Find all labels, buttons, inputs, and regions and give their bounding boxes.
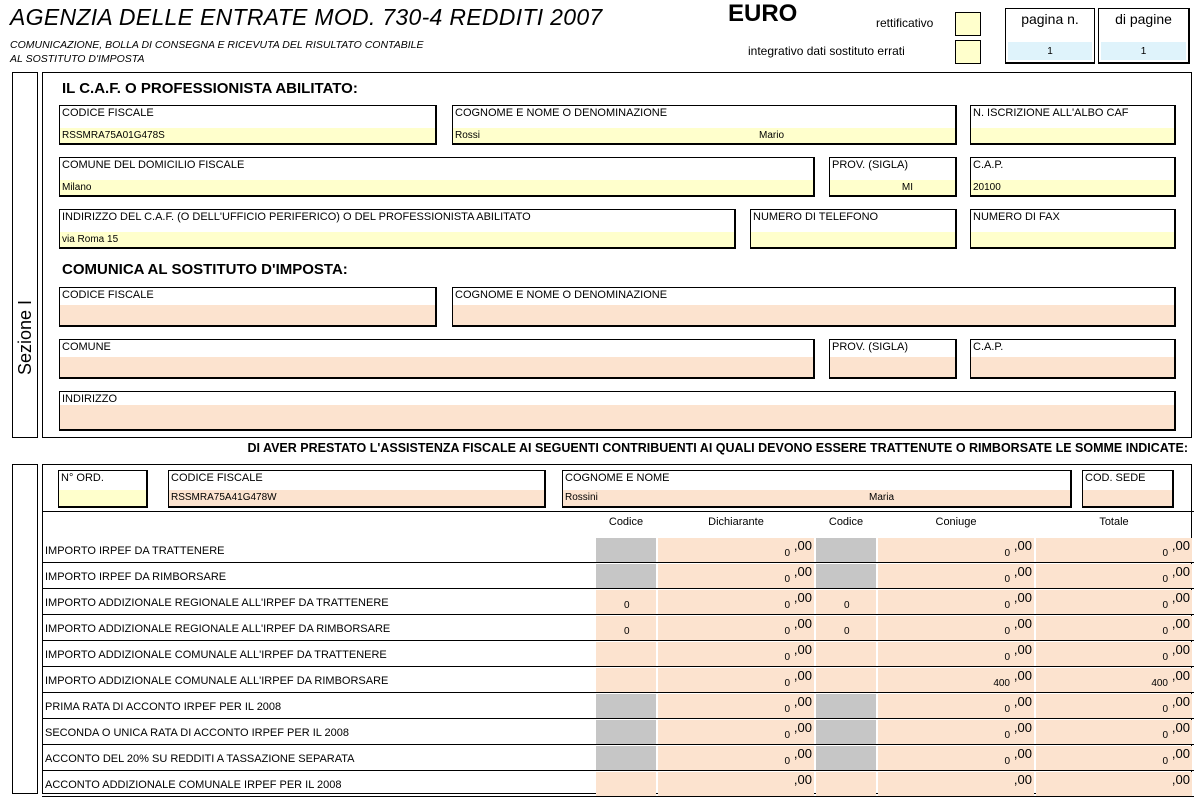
- coniuge-cell[interactable]: [878, 564, 1034, 588]
- amount-value: 0: [784, 678, 790, 689]
- table-row: [42, 693, 1194, 719]
- code-value: 0: [624, 600, 630, 611]
- contribuente-sede-input[interactable]: [1083, 490, 1172, 506]
- contribuente-codice-fiscale-input[interactable]: RSSMRA75A41G478W: [169, 490, 544, 506]
- amount-value: 0: [784, 600, 790, 611]
- rettificativo-checkbox[interactable]: [955, 12, 981, 36]
- contribuente-nord-input[interactable]: [59, 490, 146, 506]
- row-label: IMPORTO IRPEF DA TRATTENERE: [45, 545, 225, 557]
- totale-cell[interactable]: [1036, 590, 1192, 614]
- table-row: [42, 615, 1194, 641]
- pagina-label: pagina n.: [1021, 11, 1079, 27]
- decimals-label: ,00: [793, 694, 812, 709]
- table-row: [42, 745, 1194, 771]
- caf-cap-field: [970, 157, 1176, 197]
- caf-albo-label: N. ISCRIZIONE ALL'ALBO CAF: [973, 107, 1129, 119]
- decimals-label: ,00: [1013, 616, 1032, 631]
- decimals-label: ,00: [1013, 694, 1032, 709]
- totale-cell[interactable]: [1036, 642, 1192, 666]
- code-value: 0: [844, 626, 850, 637]
- decimals-label: ,00: [793, 590, 812, 605]
- decimals-label: ,00: [1171, 746, 1190, 761]
- amount-value: 0: [784, 756, 790, 767]
- sostituto-cap-field: [970, 339, 1176, 379]
- amount-value: 0: [1004, 704, 1010, 715]
- caf-fax-label: NUMERO DI FAX: [973, 211, 1060, 223]
- decimals-label: ,00: [1013, 720, 1032, 735]
- row-label: ACCONTO ADDIZIONALE COMUNALE IRPEF PER IL 2008: [45, 779, 342, 791]
- dichiarante-cell[interactable]: [658, 564, 814, 588]
- dichiarante-cell[interactable]: [658, 668, 814, 692]
- sostituto-heading: COMUNICA AL SOSTITUTO D'IMPOSTA:: [62, 261, 348, 278]
- sostituto-indirizzo-field: [59, 391, 1176, 431]
- caf-telefono-input[interactable]: [751, 232, 955, 247]
- integrativo-checkbox[interactable]: [955, 40, 981, 64]
- sostituto-indirizzo-label: INDIRIZZO: [62, 393, 117, 405]
- coniuge-cell[interactable]: [878, 694, 1034, 718]
- sostituto-nome-field: [452, 287, 1176, 327]
- row-label: IMPORTO ADDIZIONALE COMUNALE ALL'IRPEF DA TRATTENERE: [45, 649, 387, 661]
- contribuente-nome-value: Maria: [869, 492, 895, 503]
- form-subtitle-line1: COMUNICAZIONE, BOLLA DI CONSEGNA E RICEVUTA DEL RISULTATO CONTABILE: [10, 39, 424, 51]
- codice-2-cell[interactable]: [816, 564, 876, 588]
- dichiarante-cell[interactable]: [658, 642, 814, 666]
- codice-1-cell[interactable]: [596, 590, 656, 614]
- amount-value: 400: [1151, 678, 1168, 689]
- amount-value: 0: [1004, 548, 1010, 559]
- totale-cell[interactable]: [1036, 616, 1192, 640]
- amount-value: 0: [1162, 756, 1168, 767]
- amount-value: 0: [1162, 600, 1168, 611]
- amount-value: 0: [1162, 626, 1168, 637]
- amount-value: 0: [1004, 730, 1010, 741]
- codice-1-cell[interactable]: [596, 564, 656, 588]
- amount-value: 0: [1004, 652, 1010, 663]
- decimals-label: ,00: [1171, 590, 1190, 605]
- caf-fax-input[interactable]: [971, 232, 1174, 247]
- row-label: SECONDA O UNICA RATA DI ACCONTO IRPEF PER IL 2008: [45, 727, 350, 739]
- totale-cell[interactable]: [1036, 538, 1192, 562]
- di-pagine-label: di pagine: [1115, 11, 1172, 27]
- decimals-label: ,00: [1171, 642, 1190, 657]
- decimals-label: ,00: [793, 772, 812, 787]
- amount-value: 0: [1162, 652, 1168, 663]
- codice-2-cell[interactable]: [816, 720, 876, 744]
- codice-2-cell[interactable]: [816, 590, 876, 614]
- decimals-label: ,00: [793, 642, 812, 657]
- decimals-label: ,00: [793, 746, 812, 761]
- totale-cell[interactable]: [1036, 772, 1192, 796]
- section2-side: [12, 464, 38, 794]
- col-header-coniuge: Coniuge: [935, 516, 977, 528]
- di-pagine-box: [1098, 8, 1190, 64]
- amount-value: 0: [784, 730, 790, 741]
- pagina-box: [1005, 8, 1095, 64]
- decimals-label: ,00: [1013, 642, 1032, 657]
- decimals-label: ,00: [1171, 616, 1190, 631]
- coniuge-cell[interactable]: [878, 538, 1034, 562]
- dichiarante-cell[interactable]: [658, 538, 814, 562]
- coniuge-cell[interactable]: [878, 590, 1034, 614]
- amount-value: 0: [784, 704, 790, 715]
- decimals-label: ,00: [1013, 538, 1032, 553]
- caf-nome-input[interactable]: [453, 128, 955, 143]
- contribuente-nome-input[interactable]: [563, 490, 1070, 506]
- caf-albo-field: [970, 105, 1176, 145]
- table-row: [42, 641, 1194, 667]
- assistance-statement: DI AVER PRESTATO L'ASSISTENZA FISCALE AI SEGUENTI CONTRIBUENTI AI QUALI DEVONO ESSERE TRATTENUTE O RIMBORSATE LE SOMME INDICATE:: [247, 441, 1188, 455]
- codice-2-cell[interactable]: [816, 668, 876, 692]
- form-subtitle-line2: AL SOSTITUTO D'IMPOSTA: [10, 53, 145, 65]
- decimals-label: ,00: [1013, 564, 1032, 579]
- caf-albo-input[interactable]: [971, 128, 1174, 143]
- caf-prov-field: [829, 157, 957, 197]
- rettificativo-label: rettificativo: [876, 16, 934, 30]
- col-header-codice-2: Codice: [828, 516, 864, 528]
- dichiarante-cell[interactable]: [658, 590, 814, 614]
- caf-comune-input[interactable]: Milano: [60, 180, 813, 195]
- codice-1-cell[interactable]: [596, 772, 656, 796]
- decimals-label: ,00: [1171, 694, 1190, 709]
- amount-value: 0: [784, 652, 790, 663]
- sostituto-comune-label: COMUNE: [62, 341, 111, 353]
- decimals-label: ,00: [793, 616, 812, 631]
- row-label: ACCONTO DEL 20% SU REDDITI A TASSAZIONE SEPARATA: [45, 753, 355, 765]
- decimals-label: ,00: [793, 564, 812, 579]
- dichiarante-cell[interactable]: [658, 720, 814, 744]
- pagina-input[interactable]: 1: [1008, 42, 1092, 60]
- row-label: IMPORTO IRPEF DA RIMBORSARE: [45, 571, 227, 583]
- decimals-label: ,00: [1171, 720, 1190, 735]
- sostituto-indirizzo-input[interactable]: [60, 405, 1174, 429]
- caf-nome-field: [452, 105, 957, 145]
- codice-2-cell[interactable]: [816, 538, 876, 562]
- dichiarante-cell[interactable]: [658, 746, 814, 770]
- coniuge-cell[interactable]: [878, 720, 1034, 744]
- decimals-label: ,00: [1171, 564, 1190, 579]
- row-label: PRIMA RATA DI ACCONTO IRPEF PER IL 2008: [45, 701, 282, 713]
- di-pagine-input[interactable]: 1: [1101, 42, 1186, 60]
- codice-1-cell[interactable]: [596, 642, 656, 666]
- caf-prov-input[interactable]: MI: [830, 180, 955, 195]
- dichiarante-cell[interactable]: [658, 772, 814, 796]
- amount-value: 0: [1162, 548, 1168, 559]
- contribuente-sede-field: [1082, 470, 1174, 508]
- coniuge-cell[interactable]: [878, 746, 1034, 770]
- contribuente-nome-label: COGNOME E NOME: [565, 472, 670, 484]
- caf-codice-fiscale-input[interactable]: RSSMRA75A01G478S: [60, 128, 435, 143]
- table-row: [42, 667, 1194, 693]
- caf-comune-label: COMUNE DEL DOMICILIO FISCALE: [62, 159, 245, 171]
- amount-value: 0: [1004, 574, 1010, 585]
- codice-2-cell[interactable]: [816, 642, 876, 666]
- decimals-label: ,00: [1171, 538, 1190, 553]
- caf-heading: IL C.A.F. O PROFESSIONISTA ABILITATO:: [62, 80, 358, 97]
- amount-value: 0: [1004, 626, 1010, 637]
- sostituto-codice-fiscale-label: CODICE FISCALE: [62, 289, 154, 301]
- contribuente-nord-label: N° ORD.: [61, 472, 104, 484]
- caf-comune-field: [59, 157, 815, 197]
- amount-value: 0: [784, 548, 790, 559]
- integrativo-label: integrativo dati sostituto errati: [748, 44, 905, 58]
- sostituto-comune-field: [59, 339, 815, 379]
- caf-telefono-label: NUMERO DI TELEFONO: [753, 211, 879, 223]
- amount-value: 0: [1162, 704, 1168, 715]
- table-row: [42, 719, 1194, 745]
- codice-1-cell[interactable]: [596, 694, 656, 718]
- row-label: IMPORTO ADDIZIONALE REGIONALE ALL'IRPEF DA RIMBORSARE: [45, 623, 391, 635]
- contribuente-codice-fiscale-label: CODICE FISCALE: [171, 472, 263, 484]
- table-row: [42, 537, 1194, 563]
- codice-2-cell[interactable]: [816, 772, 876, 796]
- sostituto-prov-field: [829, 339, 957, 379]
- sostituto-comune-input[interactable]: [60, 357, 813, 377]
- code-value: 0: [844, 600, 850, 611]
- contribuente-nome-field: [562, 470, 1072, 508]
- totale-cell[interactable]: [1036, 720, 1192, 744]
- decimals-label: ,00: [1013, 746, 1032, 761]
- amount-value: 400: [993, 678, 1010, 689]
- decimals-label: ,00: [1013, 668, 1032, 683]
- caf-cap-label: C.A.P.: [973, 159, 1004, 171]
- caf-telefono-field: [750, 209, 957, 249]
- sostituto-prov-label: PROV. (SIGLA): [832, 341, 909, 353]
- table-row: [42, 589, 1194, 615]
- amount-value: 0: [1162, 730, 1168, 741]
- totale-cell[interactable]: [1036, 668, 1192, 692]
- table-row: [42, 771, 1194, 797]
- caf-prov-label: PROV. (SIGLA): [832, 159, 909, 171]
- codice-2-cell[interactable]: [816, 694, 876, 718]
- amount-value: 0: [1004, 756, 1010, 767]
- col-header-dichiarante: Dichiarante: [708, 516, 764, 528]
- caf-nome-value: Mario: [759, 130, 785, 141]
- sostituto-prov-input[interactable]: [830, 357, 955, 377]
- caf-cap-input[interactable]: 20100: [971, 180, 1174, 195]
- contribuente-nord-field: [58, 470, 148, 508]
- sostituto-nome-label: COGNOME E NOME O DENOMINAZIONE: [455, 289, 668, 301]
- caf-indirizzo-input[interactable]: via Roma 15: [60, 232, 734, 247]
- code-value: 0: [624, 626, 630, 637]
- decimals-label: ,00: [1171, 772, 1190, 787]
- table-top-rule: [42, 511, 1194, 512]
- caf-nome-label: COGNOME E NOME O DENOMINAZIONE: [455, 107, 668, 119]
- sostituto-codice-fiscale-input[interactable]: [60, 305, 435, 325]
- caf-codice-fiscale-label: CODICE FISCALE: [62, 107, 154, 119]
- codice-1-cell[interactable]: [596, 746, 656, 770]
- amount-value: 0: [1162, 574, 1168, 585]
- sostituto-cap-input[interactable]: [971, 357, 1174, 377]
- coniuge-cell[interactable]: [878, 642, 1034, 666]
- decimals-label: ,00: [793, 668, 812, 683]
- amount-value: 0: [1004, 600, 1010, 611]
- caf-codice-fiscale-field: [59, 105, 437, 145]
- codice-1-cell[interactable]: [596, 720, 656, 744]
- dichiarante-cell[interactable]: [658, 694, 814, 718]
- currency-label: EURO: [728, 0, 798, 27]
- caf-indirizzo-field: [59, 209, 736, 249]
- table-row: [42, 563, 1194, 589]
- sostituto-cap-label: C.A.P.: [973, 341, 1004, 353]
- decimals-label: ,00: [793, 538, 812, 553]
- decimals-label: ,00: [1013, 772, 1032, 787]
- totale-cell[interactable]: [1036, 694, 1192, 718]
- form-title: AGENZIA DELLE ENTRATE MOD. 730-4 REDDITI 2007: [10, 4, 603, 30]
- coniuge-cell[interactable]: [878, 668, 1034, 692]
- coniuge-cell[interactable]: [878, 772, 1034, 796]
- form-subtitle: [10, 38, 423, 66]
- codice-1-cell[interactable]: [596, 538, 656, 562]
- decimals-label: ,00: [1171, 668, 1190, 683]
- row-label: IMPORTO ADDIZIONALE REGIONALE ALL'IRPEF DA TRATTENERE: [45, 597, 389, 609]
- dichiarante-cell[interactable]: [658, 616, 814, 640]
- caf-fax-field: [970, 209, 1176, 249]
- contribuente-cognome-value: Rossini: [565, 492, 598, 503]
- coniuge-cell[interactable]: [878, 616, 1034, 640]
- row-label: IMPORTO ADDIZIONALE COMUNALE ALL'IRPEF DA RIMBORSARE: [45, 675, 389, 687]
- col-header-codice-1: Codice: [608, 516, 644, 528]
- decimals-label: ,00: [1013, 590, 1032, 605]
- section1-side: [12, 72, 38, 438]
- codice-1-cell[interactable]: [596, 668, 656, 692]
- section1-side-label: Sezione I: [15, 299, 35, 375]
- contribuente-sede-label: COD. SEDE: [1085, 472, 1146, 484]
- amount-value: 0: [784, 574, 790, 585]
- sostituto-codice-fiscale-field: [59, 287, 437, 327]
- totale-cell[interactable]: [1036, 564, 1192, 588]
- totale-cell[interactable]: [1036, 746, 1192, 770]
- caf-cognome-value: Rossi: [455, 130, 481, 141]
- decimals-label: ,00: [793, 720, 812, 735]
- contribuente-codice-fiscale-field: [168, 470, 546, 508]
- sostituto-nome-input[interactable]: [453, 305, 1174, 325]
- caf-indirizzo-label: INDIRIZZO DEL C.A.F. (O DELL'UFFICIO PERIFERICO) O DEL PROFESSIONISTA ABILITATO: [62, 211, 531, 223]
- col-header-totale: Totale: [1099, 516, 1129, 528]
- codice-1-cell[interactable]: [596, 616, 656, 640]
- amount-value: 0: [784, 626, 790, 637]
- codice-2-cell[interactable]: [816, 616, 876, 640]
- codice-2-cell[interactable]: [816, 746, 876, 770]
